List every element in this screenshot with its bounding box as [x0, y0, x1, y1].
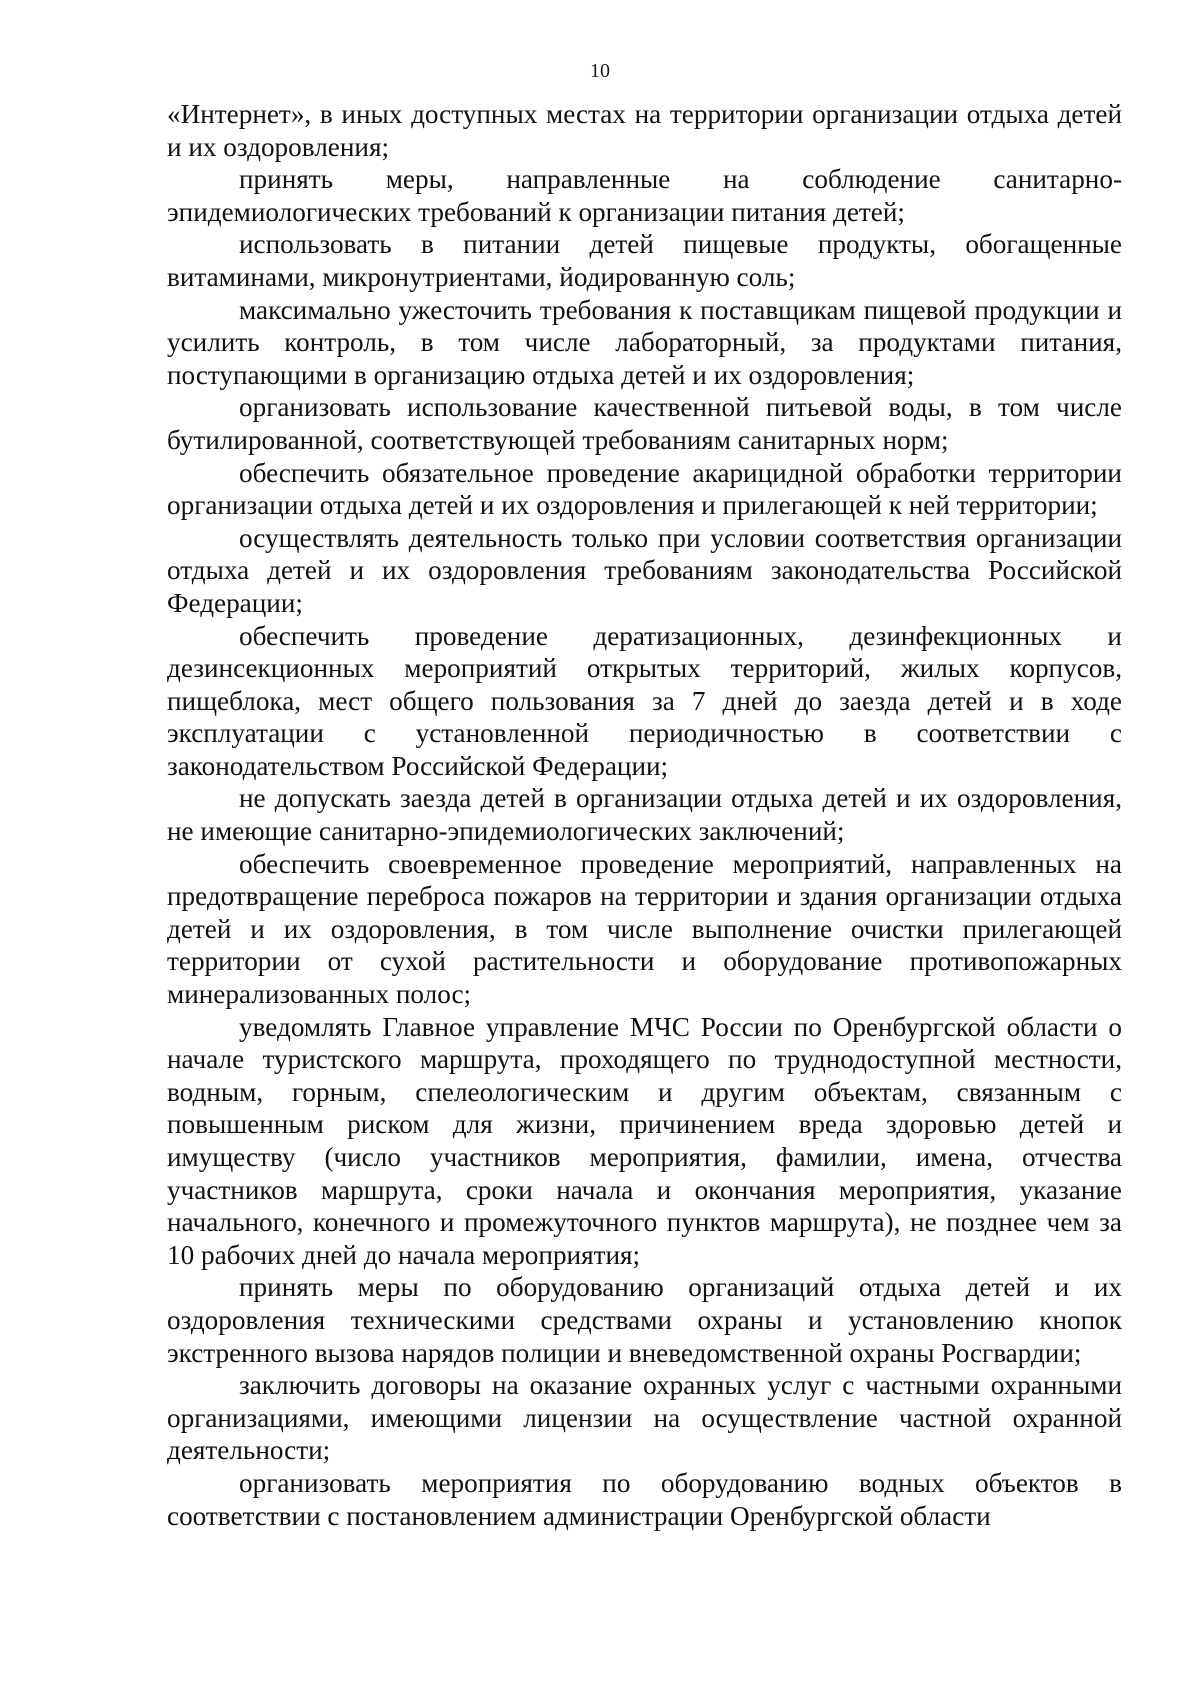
paragraph: заключить договоры на оказание охранных услуг с частными охранными организациями, имеющими лицензии на осуществление частной охранной деятельности;: [167, 1370, 1122, 1466]
paragraph: не допускать заезда детей в организации отдыха детей и их оздоровления, не имеющие санитарно-эпидемиологических заключений;: [167, 783, 1122, 847]
paragraph: осуществлять деятельность только при условии соответствия организации отдыха детей и их оздоровления требованиям законодательства Российской Федерации;: [167, 522, 1122, 618]
paragraph: обеспечить своевременное проведение мероприятий, направленных на предотвращение переброса пожаров на территории и здания организации отдыха детей и их оздоровления, в том числе выполнение очистки прилегающей территории от сухой растительности и оборудование противопожарных минерализованных полос;: [167, 848, 1122, 1010]
document-body: [167, 98, 1122, 1532]
page-number: 10: [590, 60, 610, 82]
paragraph: принять меры, направленные на соблюдение санитарно-эпидемиологических требований к организации питания детей;: [167, 164, 1122, 227]
paragraph: максимально ужесточить требования к поставщикам пищевой продукции и усилить контроль, в том числе лабораторный, за продуктами питания, поступающими в организацию отдыха детей и их оздоровления;: [167, 294, 1122, 390]
paragraph: использовать в питании детей пищевые продукты, обогащенные витаминами, микронутриентами, йодированную соль;: [167, 229, 1122, 292]
paragraph: обеспечить проведение дератизационных, дезинфекционных и дезинсекционных мероприятий открытых территорий, жилых корпусов, пищеблока, мест общего пользования за 7 дней до заезда детей и в ходе эксплуатации с установленной периодичностью в соответствии с законодательством Российской Федерации;: [167, 620, 1122, 781]
paragraph: организовать мероприятия по оборудованию водных объектов в соответствии с постановлением администрации Оренбургской области: [167, 1467, 1122, 1531]
paragraph: принять меры по оборудованию организаций отдыха детей и их оздоровления техническими средствами охраны и установлению кнопок экстренного вызова нарядов полиции и вневедомственной охраны Росгвардии;: [167, 1272, 1122, 1368]
paragraph: обеспечить обязательное проведение акарицидной обработки территории организации отдыха детей и их оздоровления и прилегающей к ней территории;: [167, 457, 1122, 521]
paragraph: организовать использование качественной питьевой воды, в том числе бутилированной, соответствующей требованиям санитарных норм;: [167, 392, 1122, 455]
paragraph: «Интернет», в иных доступных местах на территории организации отдыха детей и их оздоровления;: [167, 99, 1122, 162]
paragraph: уведомлять Главное управление МЧС России по Оренбургской области о начале туристского маршрута, проходящего по труднодоступной местности, водным, горным, спелеологическим и другим объектам, связанным с повышенным риском для жизни, причинением вреда здоровью детей и имуществу (число участников мероприятия, фамилии, имена, отчества участников маршрута, сроки начала и окончания мероприятия, указание начального, конечного и промежуточного пунктов маршрута), не позднее чем за 10 рабочих дней до начала мероприятия;: [167, 1011, 1122, 1270]
